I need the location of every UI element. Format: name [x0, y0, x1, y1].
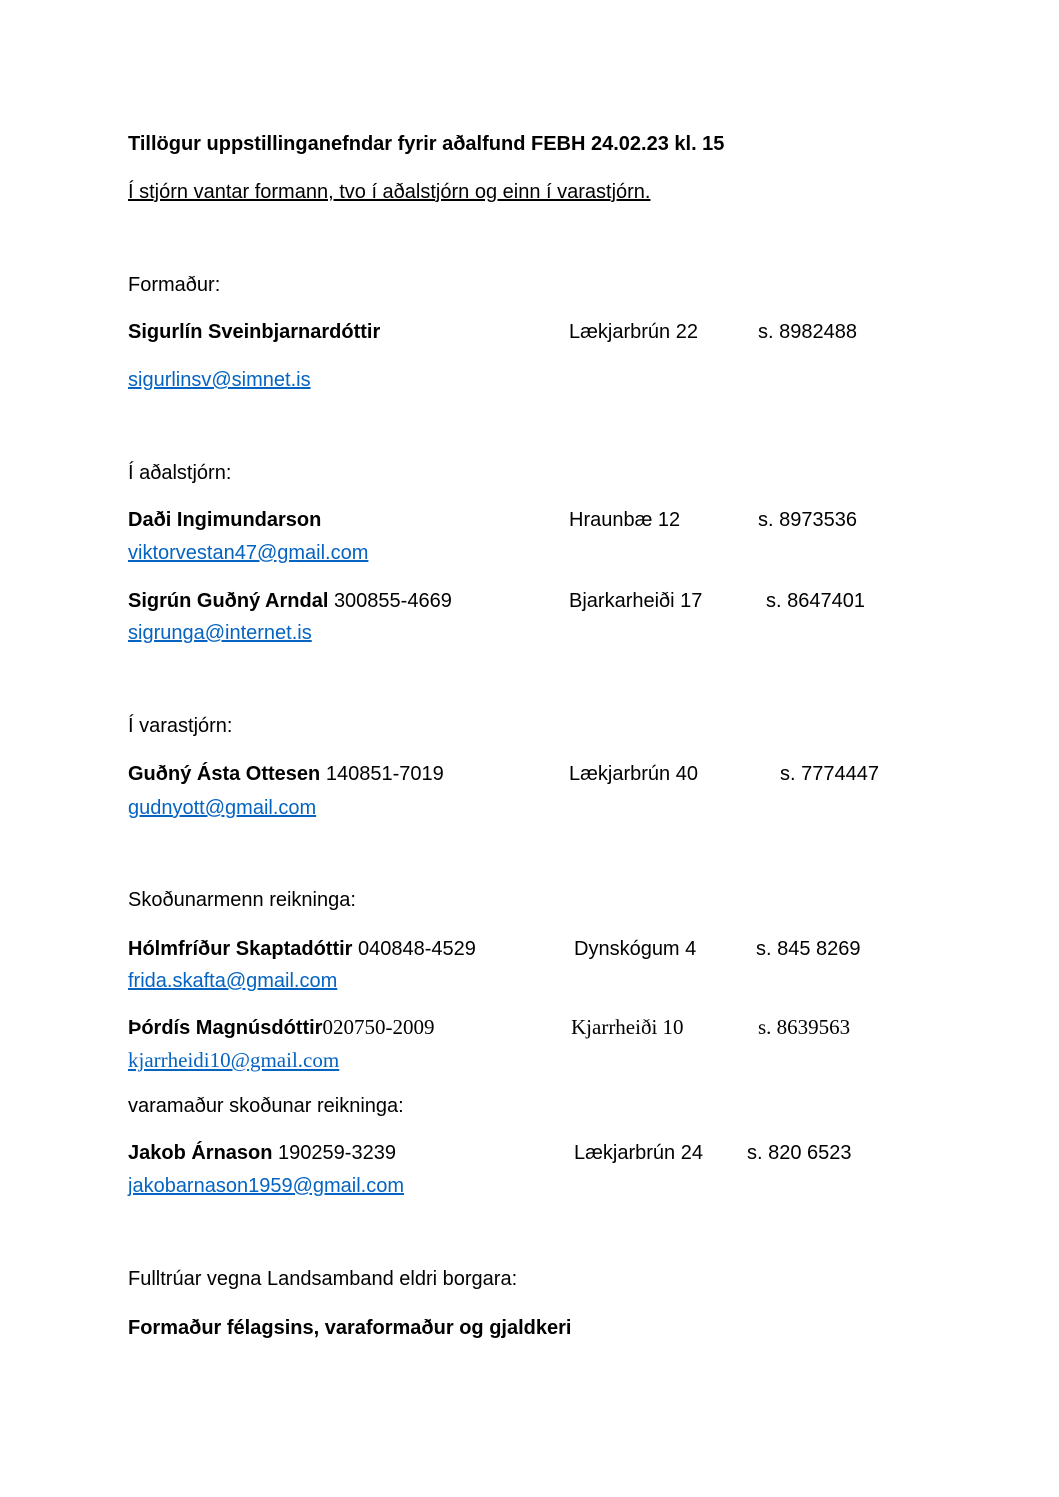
- skodunarmadur-2-line: [128, 1015, 434, 1040]
- adalstjorn-2-address: Bjarkarheiði 17: [569, 590, 703, 612]
- document-title: Tillögur uppstillinganefndar fyrir aðalfund FEBH 24.02.23 kl. 15: [128, 133, 725, 155]
- skodunarmadur-2-name: Þórdís Magnúsdóttir: [128, 1017, 323, 1039]
- landssamband-text: Formaður félagsins, varaformaður og gjaldkeri: [128, 1317, 572, 1339]
- section-heading-landssamband: Fulltrúar vegna Landsamband eldri borgara:: [128, 1268, 518, 1290]
- varastjorn-name: Guðný Ásta Ottesen: [128, 763, 321, 785]
- section-heading-adalstjorn: Í aðalstjórn:: [128, 462, 232, 484]
- adalstjorn-2-line: [128, 589, 452, 613]
- adalstjorn-2-phone: s. 8647401: [766, 590, 865, 612]
- adalstjorn-2-email-link[interactable]: sigrunga@internet.is: [128, 622, 312, 644]
- skodunarmadur-2-kennitala: 020750-2009: [322, 1015, 435, 1039]
- document-subtitle: Í stjórn vantar formann, tvo í aðalstjórn og einn í varastjórn.: [128, 181, 651, 203]
- adalstjorn-2-name: Sigrún Guðný Arndal: [128, 590, 329, 612]
- formadur-address: Lækjarbrún 22: [569, 321, 698, 343]
- formadur-phone: s. 8982488: [758, 321, 857, 343]
- varastjorn-address: Lækjarbrún 40: [569, 763, 698, 785]
- varamadur-phone: s. 820 6523: [747, 1142, 852, 1164]
- skodunarmadur-1-name: Hólmfríður Skaptadóttir: [128, 938, 353, 960]
- adalstjorn-1-email-link[interactable]: viktorvestan47@gmail.com: [128, 542, 369, 564]
- formadur-name: Sigurlín Sveinbjarnardóttir: [128, 321, 381, 343]
- varamadur-email-link[interactable]: jakobarnason1959@gmail.com: [128, 1175, 405, 1197]
- skodunarmadur-2-address: Kjarrheiði 10: [571, 1015, 684, 1039]
- varamadur-line: [128, 1141, 396, 1165]
- skodunarmadur-1-kennitala: 040848-4529: [358, 938, 476, 960]
- varastjorn-phone: s. 7774447: [780, 763, 879, 785]
- adalstjorn-1-address: Hraunbæ 12: [569, 509, 681, 531]
- skodunarmadur-2-phone: s. 8639563: [758, 1015, 851, 1039]
- adalstjorn-1-phone: s. 8973536: [758, 509, 857, 531]
- varamadur-name: Jakob Árnason: [128, 1142, 273, 1164]
- skodunarmadur-1-email-link[interactable]: frida.skafta@gmail.com: [128, 970, 338, 992]
- skodunarmadur-1-line: [128, 937, 476, 961]
- skodunarmadur-1-phone: s. 845 8269: [756, 938, 861, 960]
- varamadur-kennitala: 190259-3239: [278, 1142, 396, 1164]
- varastjorn-line: [128, 762, 444, 786]
- skodunarmadur-1-address: Dynskógum 4: [574, 938, 697, 960]
- adalstjorn-2-kennitala: 300855-4669: [333, 590, 452, 612]
- formadur-email-link[interactable]: sigurlinsv@simnet.is: [128, 369, 311, 391]
- section-heading-formadur: Formaður:: [128, 274, 221, 296]
- varamadur-heading: varamaður skoðunar reikninga:: [128, 1095, 404, 1117]
- section-heading-varastjorn: Í varastjórn:: [128, 715, 233, 737]
- varamadur-address: Lækjarbrún 24: [574, 1142, 703, 1164]
- varastjorn-kennitala: 140851-7019: [325, 763, 444, 785]
- adalstjorn-1-name: Daði Ingimundarson: [128, 509, 322, 531]
- varastjorn-email-link[interactable]: gudnyott@gmail.com: [128, 797, 317, 819]
- skodunarmadur-2-email-link[interactable]: kjarrheidi10@gmail.com: [128, 1048, 340, 1072]
- section-heading-skodunarmenn: Skoðunarmenn reikninga:: [128, 889, 356, 911]
